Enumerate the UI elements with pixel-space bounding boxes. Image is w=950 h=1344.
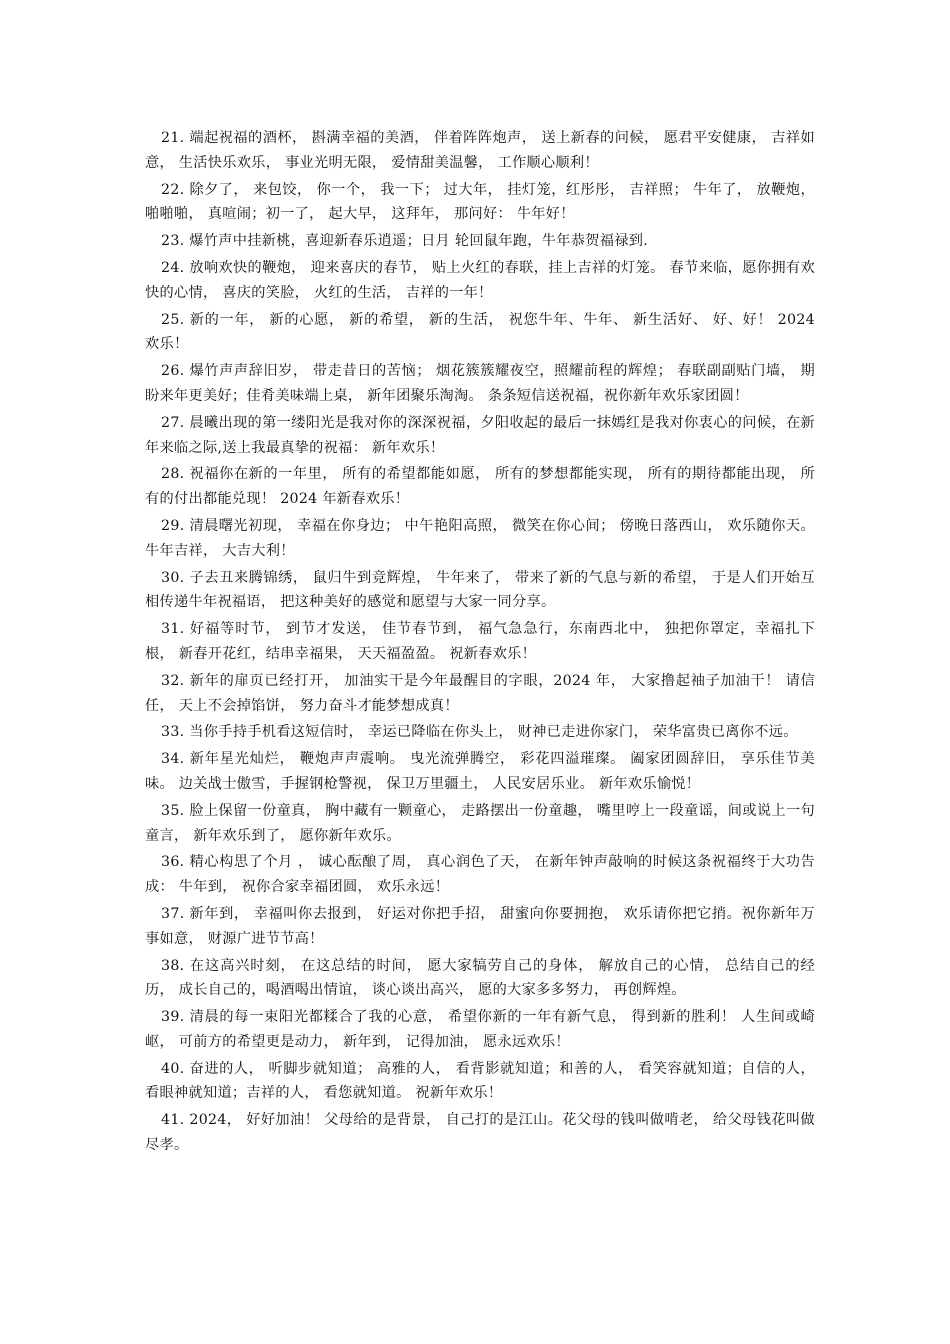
greeting-entry-28: 28. 祝福你在新的一年里， 所有的希望都能如愿， 所有的梦想都能实现， 所有的期待都能出现， 所有的付出都能兑现！ 2024 年新春欢乐！ [145, 466, 815, 508]
document-body [145, 126, 815, 1160]
greeting-entry-21: 21. 端起祝福的酒杯， 斟满幸福的美酒， 伴着阵阵炮声， 送上新春的问候， 愿君平安健康， 吉祥如意， 生活快乐欢乐， 事业光明无限， 爱情甜美温馨， 工作顺心顺利！ [145, 130, 815, 171]
greeting-entry-30: 30. 子去丑来腾锦绣， 鼠归牛到竞辉煌， 牛年来了， 带来了新的气息与新的希望， 于是人们开始互相传递牛年祝福语， 把这种美好的感觉和愿望与大家一同分享。 [145, 569, 815, 611]
greeting-entry-31: 31. 好福等时节， 到节才发送， 佳节春节到， 福气急急行，东南西北中， 独把你罩定，幸福扎下根， 新春开花红，结串幸福果， 天天福盈盈。 祝新春欢乐！ [145, 621, 815, 662]
greeting-entry-22: 22. 除夕了， 来包饺， 你一个， 我一下； 过大年， 挂灯笼，红彤彤， 吉祥照； 牛年了， 放鞭炮， 啪啪啪， 真喧闹；初一了， 起大早， 这拜年， 那问好： 牛年好！ [145, 181, 815, 223]
greeting-entry-41: 41. 2024， 好好加油！ 父母给的是背景， 自己打的是江山。花父母的钱叫做啃老， 给父母钱花叫做尽孝。 [145, 1112, 815, 1154]
greeting-entry-23: 23. 爆竹声中挂新桃，喜迎新春乐逍遥；日月 轮回鼠年跑，牛年恭贺福禄到. [161, 233, 649, 250]
greeting-entry-29: 29. 清晨曙光初现， 幸福在你身边； 中午艳阳高照， 微笑在你心间； 傍晚日落西山， 欢乐随你天。 牛年吉祥， 大吉大利！ [145, 517, 815, 559]
greeting-entry-38: 38. 在这高兴时刻， 在这总结的时间， 愿大家犒劳自己的身体， 解放自己的心情， 总结自己的经历， 成长自己的，喝酒喝出情谊， 谈心谈出高兴， 愿的大家多多努力， 再创辉煌。 [145, 957, 815, 999]
greeting-entry-27: 27. 晨曦出现的第一缕阳光是我对你的深深祝福，夕阳收起的最后一抹嫣红是我对你衷心的问候，在新年来临之际,送上我最真挚的祝福： 新年欢乐！ [145, 414, 815, 456]
greeting-entry-39: 39. 清晨的每一束阳光都糅合了我的心意， 希望你新的一年有新气息， 得到新的胜利！ 人生间或崎岖， 可前方的希望更是动力， 新年到， 记得加油， 愿永远欢乐！ [145, 1009, 815, 1050]
greeting-entry-33: 33. 当你手持手机看这短信时， 幸运已降临在你头上， 财神已走进你家门， 荣华富贵已离你不远。 [161, 724, 798, 741]
greeting-entry-24: 24. 放响欢快的鞭炮， 迎来喜庆的春节， 贴上火红的春联，挂上吉祥的灯笼。 春节来临，愿你拥有欢快的心情， 喜庆的笑脸， 火红的生活， 吉祥的一年！ [145, 259, 815, 301]
greeting-entry-32: 32. 新年的扉页已经打开， 加油实干是今年最醒目的字眼，2024 年， 大家撸起袖子加油干！ 请信任， 天上不会掉馅饼， 努力奋斗才能梦想成真！ [145, 672, 815, 714]
greeting-entry-35: 35. 脸上保留一份童真， 胸中藏有一颗童心， 走路摆出一份童趣， 嘴里哼上一段童谣，间或说上一句童言， 新年欢乐到了， 愿你新年欢乐。 [145, 802, 815, 844]
greeting-entry-37: 37. 新年到， 幸福叫你去报到， 好运对你把手招， 甜蜜向你要拥抱， 欢乐请你把它捎。祝你新年万事如意， 财源广进节节高！ [145, 905, 815, 947]
greeting-entry-25: 25. 新的一年， 新的心愿， 新的希望， 新的生活， 祝您牛年、牛年、 新生活好、 好、好！ 2024 欢乐！ [145, 311, 815, 353]
greeting-entry-36: 36. 精心构思了个月 ， 诚心酝酿了周， 真心润色了天， 在新年钟声敲响的时候这条祝福终于大功告成： 牛年到， 祝你合家幸福团圆， 欢乐永远！ [145, 854, 815, 896]
greeting-entry-34: 34. 新年星光灿烂， 鞭炮声声震响。 曳光流弹腾空， 彩花四溢璀璨。 阖家团圆辞旧， 享乐佳节美味。 边关战士傲雪，手握钢枪警视， 保卫万里疆土， 人民安居乐业。 新年欢乐愉悦！ [145, 751, 815, 792]
greeting-entry-40: 40. 奋进的人， 听脚步就知道； 高雅的人， 看背影就知道；和善的人， 看笑容就知道；自信的人， 看眼神就知道；吉祥的人， 看您就知道。 祝新年欢乐！ [145, 1060, 815, 1102]
greeting-entry-26: 26. 爆竹声声辞旧岁， 带走昔日的苦恼； 烟花簇簇耀夜空，照耀前程的辉煌； 春联副副贴门墙， 期盼来年更美好；佳肴美味端上桌， 新年团聚乐淘淘。 条条短信送祝福，祝你新年欢乐家团圆！ [145, 363, 815, 404]
